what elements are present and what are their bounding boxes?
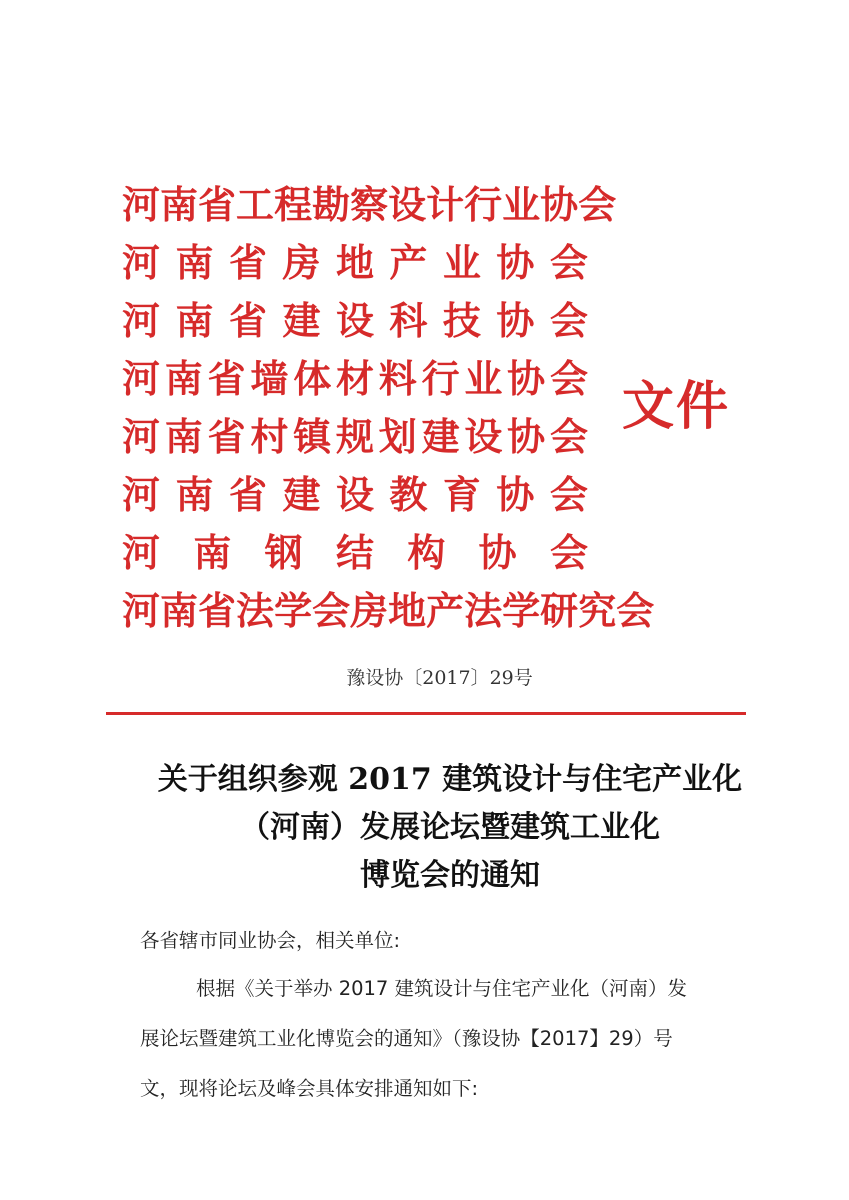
document-number: 豫设协〔2017〕29号 xyxy=(346,667,533,689)
paragraph-line: 文，现将论坛及峰会具体安排通知如下: xyxy=(140,1077,479,1100)
organization-name: 河 南 省 法 学 会 房 地 产 法 学 研 究 会 xyxy=(122,588,655,633)
title-line: 博览会的通知 xyxy=(360,858,540,893)
organization-name: 河 南 省 村 镇 规 划 建 设 协 会 xyxy=(122,414,588,459)
body-paragraph xyxy=(140,964,760,1114)
title-line: （河南）发展论坛暨建筑工业化 xyxy=(240,810,660,845)
document-title xyxy=(100,756,800,900)
salutation: 各省辖市同业协会，相关单位: xyxy=(140,929,401,952)
organization-name: 河 南 省 墙 体 材 料 行 业 协 会 xyxy=(122,356,588,401)
paragraph-line: 展论坛暨建筑工业化博览会的通知》（豫设协【2017】29）号 xyxy=(140,1027,673,1050)
organization-name: 河 南 省 建 设 教 育 协 会 xyxy=(122,472,588,517)
document-suffix: 文件 xyxy=(622,376,731,437)
organization-name: 河 南 钢 结 构 协 会 xyxy=(122,530,588,575)
organization-name: 河 南 省 房 地 产 业 协 会 xyxy=(122,240,588,285)
red-divider xyxy=(106,712,746,715)
title-line: 关于组织参观 2017 建筑设计与住宅产业化 xyxy=(157,762,743,797)
organization-name: 河 南 省 建 设 科 技 协 会 xyxy=(122,298,588,343)
organization-name: 河 南 省 工 程 勘 察 设 计 行 业 协 会 xyxy=(122,182,617,227)
paragraph-line: 根据《关于举办 2017 建筑设计与住宅产业化（河南）发 xyxy=(196,977,688,1000)
issuing-organizations xyxy=(122,176,655,640)
